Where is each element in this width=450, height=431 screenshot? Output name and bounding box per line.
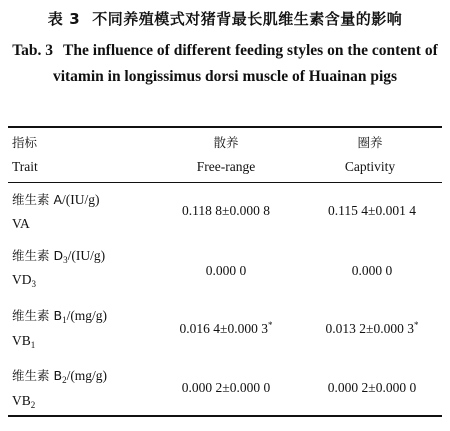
row-abbr-text: VD bbox=[12, 272, 32, 287]
header-trait-en: Trait bbox=[12, 159, 38, 174]
header-captivity-en: Captivity bbox=[344, 159, 396, 174]
row-abbr-subscript: 3 bbox=[31, 279, 36, 289]
table-caption-english bbox=[10, 38, 440, 90]
row-label-cn: 维生素 B bbox=[12, 308, 63, 323]
row-abbreviation bbox=[12, 216, 30, 233]
header-trait-cn: 指标 bbox=[12, 135, 38, 150]
row-label bbox=[12, 306, 107, 325]
row-label bbox=[12, 190, 100, 209]
table-bottom-rule bbox=[8, 415, 442, 417]
captivity-value-text: 0.000 2±0.000 0 bbox=[327, 380, 417, 395]
row-label-cn: 维生素 A bbox=[12, 192, 63, 207]
captivity-value bbox=[296, 262, 448, 279]
captivity-value-text: 0.000 0 bbox=[351, 263, 393, 278]
table-header-rule bbox=[8, 182, 442, 183]
row-abbr-text: VA bbox=[12, 216, 30, 231]
header-free-range-en: Free-range bbox=[196, 159, 256, 174]
row-label bbox=[12, 366, 107, 385]
row-label-subscript: 1 bbox=[62, 315, 67, 325]
row-abbr-text: VB bbox=[12, 393, 31, 408]
row-abbreviation bbox=[12, 333, 35, 350]
caption-cn-prefix: 表 bbox=[47, 10, 64, 28]
free-range-value-text: 0.118 8±0.000 8 bbox=[182, 203, 270, 218]
captivity-value-text: 0.013 2±0.000 3 bbox=[325, 321, 414, 336]
captivity-value bbox=[296, 379, 448, 396]
row-label-cn: 维生素 D bbox=[12, 248, 64, 263]
row-label-cn: 维生素 B bbox=[12, 368, 63, 383]
caption-cn-title: 不同养殖模式对猪背最长肌维生素含量的影响 bbox=[92, 10, 403, 28]
header-captivity-cn: 圈养 bbox=[357, 135, 383, 150]
free-range-value bbox=[150, 379, 302, 396]
captivity-value-text: 0.115 4±0.001 4 bbox=[328, 203, 416, 218]
row-abbreviation bbox=[12, 393, 35, 410]
captivity-value bbox=[296, 202, 448, 219]
significance-mark: * bbox=[413, 320, 419, 330]
row-label bbox=[12, 246, 105, 265]
row-label-unit: /(mg/g) bbox=[66, 308, 108, 323]
free-range-value bbox=[150, 262, 302, 279]
free-range-value-text: 0.000 2±0.000 0 bbox=[181, 380, 271, 395]
captivity-value bbox=[296, 320, 448, 337]
row-abbr-subscript: 1 bbox=[30, 340, 36, 350]
row-label-subscript: 3 bbox=[63, 255, 68, 265]
free-range-value bbox=[150, 202, 302, 219]
caption-en-title: The influence of different feeding styles on the content of vitamin in longissimus dorsi muscle of Huainan pigs bbox=[52, 42, 438, 85]
free-range-value-text: 0.000 0 bbox=[205, 263, 247, 278]
free-range-value-text: 0.016 4±0.000 3 bbox=[179, 321, 268, 336]
row-abbr-text: VB bbox=[12, 333, 31, 348]
row-abbreviation bbox=[12, 272, 36, 289]
table-top-rule bbox=[8, 126, 442, 128]
table-caption-chinese bbox=[0, 8, 450, 29]
row-label-unit: /(IU/g) bbox=[62, 192, 100, 207]
caption-en-prefix: Tab. 3 bbox=[12, 42, 54, 59]
row-abbr-subscript: 2 bbox=[30, 400, 36, 410]
header-free-range-cn: 散养 bbox=[213, 135, 239, 150]
row-label-unit: /(IU/g) bbox=[67, 248, 106, 263]
caption-cn-number: 3 bbox=[69, 10, 81, 28]
significance-mark: * bbox=[267, 320, 273, 330]
free-range-value bbox=[150, 320, 302, 337]
row-label-subscript: 2 bbox=[62, 375, 67, 385]
row-label-unit: /(mg/g) bbox=[66, 368, 108, 383]
